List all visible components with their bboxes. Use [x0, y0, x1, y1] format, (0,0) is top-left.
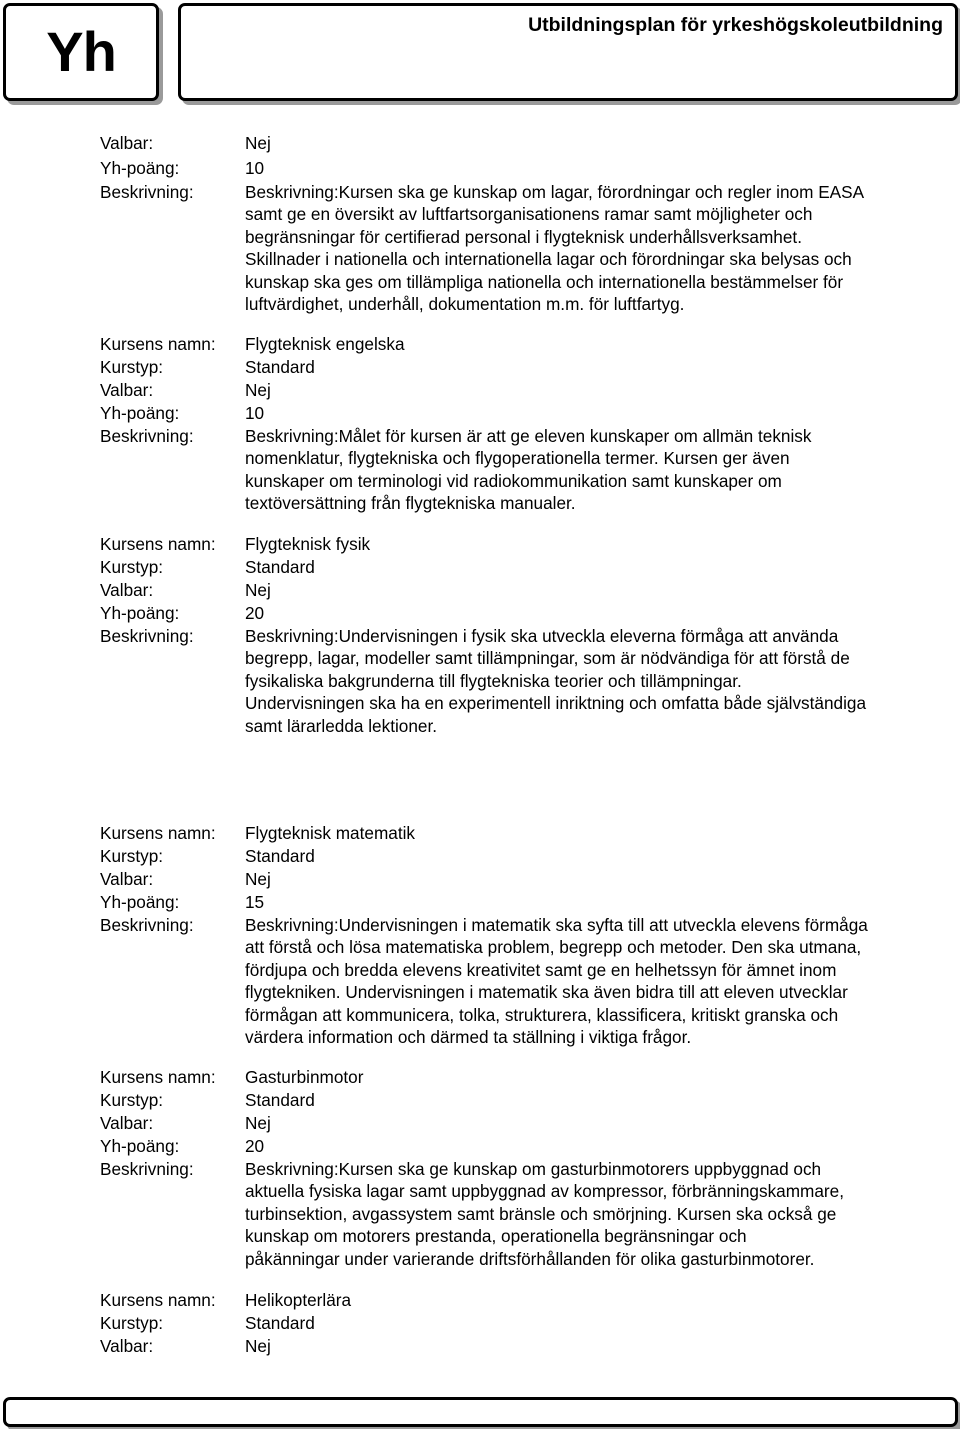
- logo-box: [3, 3, 159, 101]
- course-name: Flygteknisk fysik: [245, 534, 371, 554]
- points-value: 10: [245, 403, 265, 423]
- points-label: Yh-poäng:: [100, 403, 180, 423]
- page-title: Utbildningsplan för yrkeshögskoleutbildning: [528, 14, 943, 36]
- description-line: kunskap om motorers prestanda, operationella begränsningar och: [245, 1226, 747, 1247]
- type-label: Kurstyp:: [100, 846, 164, 866]
- logo-text: Yh: [46, 20, 116, 83]
- description-line: turbinsektion, avgassystem samt bränsle och smörjning. Kursen ska också ge: [245, 1203, 837, 1224]
- description-label: Beskrivning:: [100, 182, 194, 202]
- elective-value: Nej: [245, 869, 271, 889]
- points-value: 15: [245, 892, 265, 912]
- description-line: samt lärarledda lektioner.: [245, 715, 438, 736]
- name-label: Kursens namn:: [100, 1067, 216, 1087]
- course-name: Helikopterlära: [245, 1290, 352, 1310]
- description-value: [245, 625, 950, 737]
- description-line: förmågan att kommunicera, tolka, strukturera, klassificera, kritiskt granska och: [245, 1004, 839, 1025]
- description-line: Beskrivning:Kursen ska ge kunskap om gasturbinmotorers uppbyggnad och: [245, 1159, 822, 1179]
- description-line: fysikaliska bakgrunderna till flygtekniska teorier och tillämpningar.: [245, 670, 742, 691]
- description-line: påkänningar under varierande driftsförhållanden för olika gasturbinmotorer.: [245, 1248, 815, 1269]
- points-label: Yh-poäng:: [100, 603, 180, 623]
- description-line: flygtekniken. Undervisningen i matematik ska även bidra till att eleven utvecklar: [245, 982, 848, 1003]
- type-value: Standard: [245, 1313, 315, 1333]
- description-line: textöversättning från flygtekniska manualer.: [245, 493, 576, 514]
- description-label: Beskrivning:: [100, 426, 194, 446]
- course-name: Flygteknisk engelska: [245, 334, 405, 354]
- description-line: fördjupa och bredda elevens kreativitet samt ge en helhetssyn för ämnet inom: [245, 959, 837, 980]
- description-line: Beskrivning:Undervisningen i fysik ska utveckla eleverna förmåga att använda: [245, 626, 839, 646]
- name-label: Kursens namn:: [100, 534, 216, 554]
- elective-value: Nej: [245, 133, 271, 153]
- description-line: begrepp, lagar, modeller samt tillämpningar, som är nödvändiga för att förstå de: [245, 648, 850, 669]
- name-label: Kursens namn:: [100, 1290, 216, 1310]
- elective-label: Valbar:: [100, 133, 154, 153]
- description-line: Beskrivning:Kursen ska ge kunskap om lagar, förordningar och regler inom EASA: [245, 182, 865, 202]
- description-line: kunskap ska ges om tillämpliga nationella och internationella bestämmelser för: [245, 271, 844, 292]
- description-line: Beskrivning:Undervisningen i matematik ska syfta till att utveckla elevens förmåga: [245, 915, 868, 935]
- description-line: samt ge en översikt av luftfartsorganisationens ramar samt möjligheter och: [245, 204, 813, 225]
- elective-value: Nej: [245, 380, 271, 400]
- elective-label: Valbar:: [100, 580, 154, 600]
- description-value: [245, 425, 950, 515]
- description-line: begränsningar för certifierad personal i flygteknisk underhållsverksamhet.: [245, 226, 802, 247]
- type-label: Kurstyp:: [100, 1313, 164, 1333]
- elective-label: Valbar:: [100, 869, 154, 889]
- elective-value: Nej: [245, 1113, 271, 1133]
- elective-label: Valbar:: [100, 1336, 154, 1356]
- course-name: Gasturbinmotor: [245, 1067, 364, 1087]
- points-value: 20: [245, 603, 265, 623]
- type-value: Standard: [245, 846, 315, 866]
- type-value: Standard: [245, 357, 315, 377]
- description-line: Undervisningen ska ha en experimentell inriktning och omfatta både självständiga: [245, 693, 867, 714]
- course-name: Flygteknisk matematik: [245, 823, 416, 843]
- description-label: Beskrivning:: [100, 626, 194, 646]
- description-line: Beskrivning:Målet för kursen är att ge eleven kunskaper om allmän teknisk: [245, 426, 812, 446]
- header-frame: [178, 3, 958, 101]
- type-label: Kurstyp:: [100, 557, 164, 577]
- description-line: kunskaper om terminologi vid radiokommunikation samt kunskaper om: [245, 470, 782, 491]
- description-value: [245, 181, 950, 315]
- points-label: Yh-poäng:: [100, 1136, 180, 1156]
- elective-label: Valbar:: [100, 1113, 154, 1133]
- description-label: Beskrivning:: [100, 1159, 194, 1179]
- points-value: 10: [245, 158, 265, 178]
- type-value: Standard: [245, 1090, 315, 1110]
- points-value: 20: [245, 1136, 265, 1156]
- type-label: Kurstyp:: [100, 1090, 164, 1110]
- description-value: [245, 914, 950, 1048]
- footer-frame: [3, 1397, 958, 1427]
- name-label: Kursens namn:: [100, 334, 216, 354]
- points-label: Yh-poäng:: [100, 892, 180, 912]
- description-line: Skillnader i nationella och internationella lagar och förordningar ska belysas och: [245, 249, 852, 270]
- points-label: Yh-poäng:: [100, 158, 180, 178]
- elective-value: Nej: [245, 580, 271, 600]
- description-value: [245, 1158, 950, 1270]
- type-value: Standard: [245, 557, 315, 577]
- description-label: Beskrivning:: [100, 915, 194, 935]
- description-line: luftvärdighet, underhåll, dokumentation m.m. för luftfartyg.: [245, 294, 685, 315]
- type-label: Kurstyp:: [100, 357, 164, 377]
- description-line: värdera information och därmed ta ställning i viktiga frågor.: [245, 1027, 692, 1048]
- description-line: nomenklatur, flygtekniska och flygoperationella termer. Kursen ger även: [245, 448, 790, 469]
- elective-label: Valbar:: [100, 380, 154, 400]
- description-line: aktuella fysiska lagar samt uppbyggnad av kompressor, förbränningskammare,: [245, 1181, 844, 1202]
- name-label: Kursens namn:: [100, 823, 216, 843]
- elective-value: Nej: [245, 1336, 271, 1356]
- description-line: att förstå och lösa matematiska problem, begrepp och metoder. Den ska utmana,: [245, 937, 862, 958]
